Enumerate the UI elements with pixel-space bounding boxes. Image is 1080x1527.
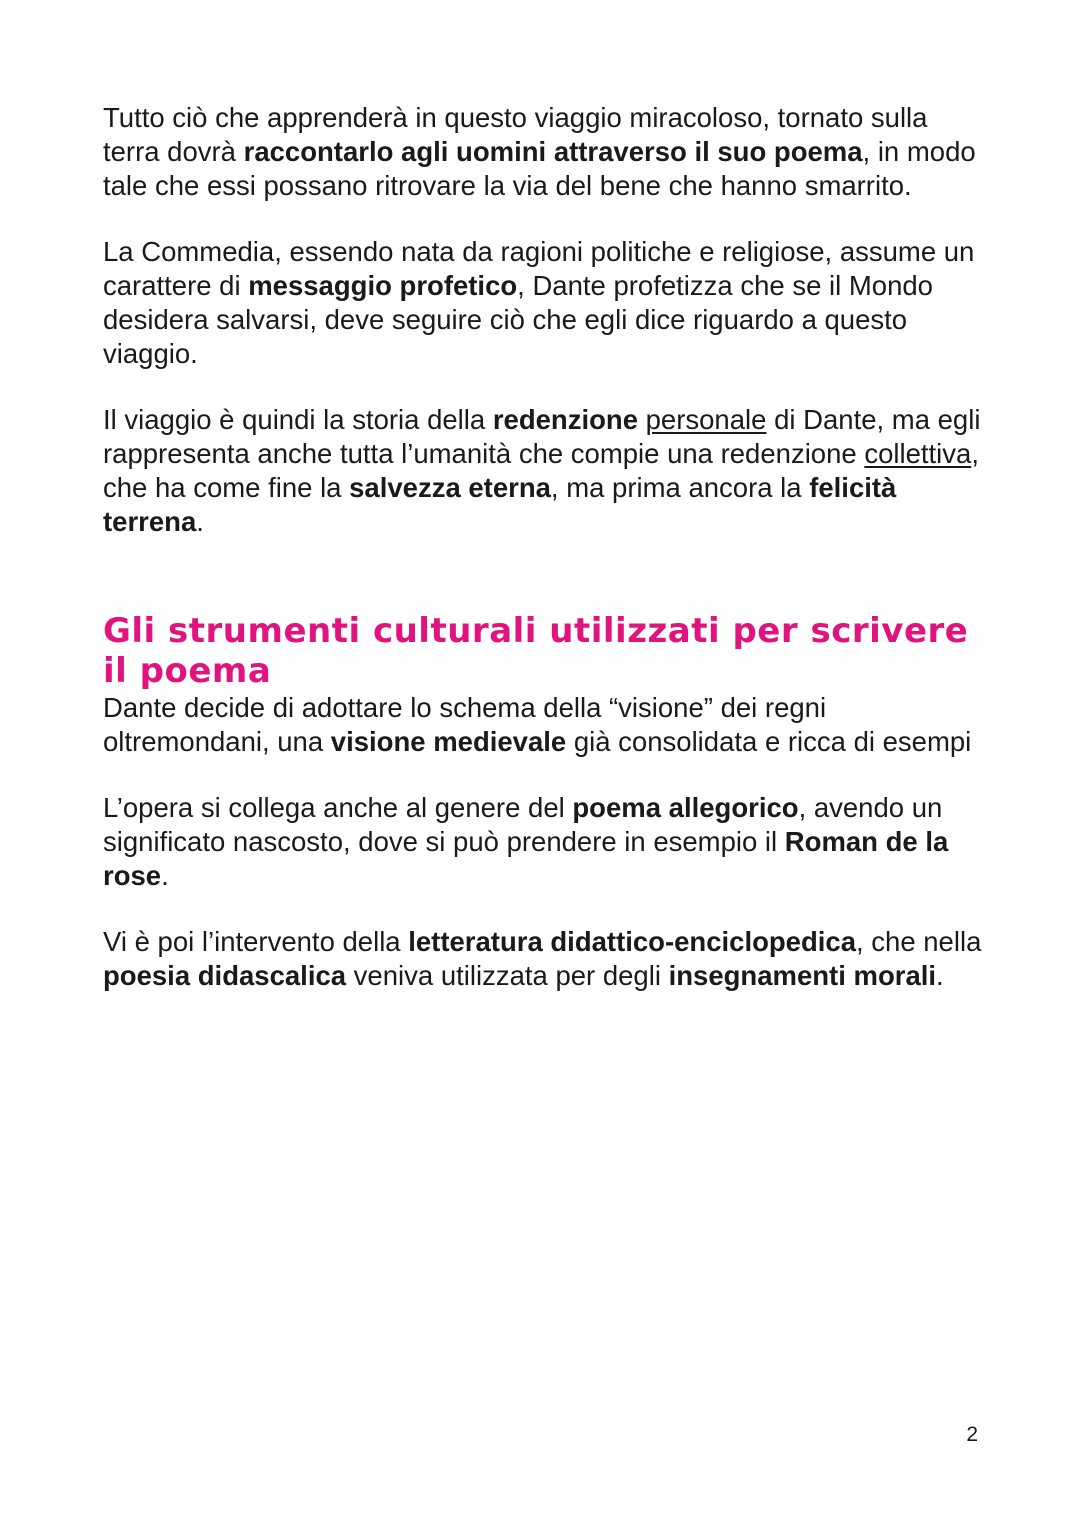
page-content	[103, 101, 983, 993]
paragraph-poema-allegorico: L’opera si collega anche al genere del poema allegorico, avendo un significato nascosto, dove si può prendere in esempio il Roman de la rose.	[103, 792, 949, 891]
underlined-text: collettiva	[864, 438, 972, 469]
bold-text: salvezza eterna	[349, 472, 551, 503]
section-strumenti-culturali	[103, 611, 983, 993]
section-heading: Gli strumenti culturali utilizzati per scrivere il poema	[103, 611, 969, 691]
paragraph-letteratura-didattica: Vi è poi l’intervento della letteratura didattico-enciclopedica, che nella poesia didascalica veniva utilizzata per degli insegnamenti morali.	[103, 926, 982, 991]
underlined-text: personale	[645, 404, 767, 435]
bold-text: poema allegorico	[572, 792, 799, 823]
bold-text: visione medievale	[330, 726, 567, 757]
bold-text: insegnamenti morali	[668, 960, 937, 991]
bold-text: raccontarlo agli uomini attraverso il suo poema	[243, 136, 863, 167]
bold-text: redenzione	[492, 404, 638, 435]
paragraph-visione: Dante decide di adottare lo schema della “visione” dei regni oltremondani, una visione medievale già consolidata e ricca di esempi	[103, 692, 972, 757]
bold-text: letteratura didattico-enciclopedica	[408, 926, 856, 957]
bold-text: messaggio profetico	[248, 270, 518, 301]
paragraph-viaggio-racconto: Tutto ciò che apprenderà in questo viaggio miracoloso, tornato sulla terra dovrà raccontarlo agli uomini attraverso il suo poema, in modo tale che essi possano ritrovare la via del bene che hanno smarrito.	[103, 102, 976, 201]
paragraph-messaggio-profetico: La Commedia, essendo nata da ragioni politiche e religiose, assume un carattere di messaggio profetico, Dante profetizza che se il Mondo desidera salvarsi, deve seguire ciò che egli dice riguardo a questo viaggio.	[103, 236, 975, 369]
bold-text: poesia didascalica	[103, 960, 347, 991]
bold-text: Roman de la rose	[103, 826, 949, 891]
page-number: 2	[966, 1423, 978, 1446]
bold-text: felicità terrena	[103, 472, 897, 537]
paragraph-redenzione: Il viaggio è quindi la storia della redenzione personale di Dante, ma egli rappresenta anche tutta l’umanità che compie una redenzione collettiva, che ha come fine la salvezza eterna, ma prima ancora la felicità terrena.	[103, 404, 981, 537]
